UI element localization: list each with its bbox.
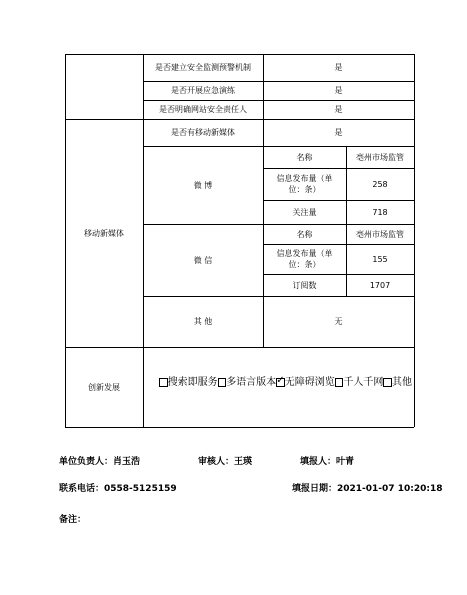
- option-label: 搜索即服务: [167, 376, 218, 388]
- table-border-bottom: [65, 427, 414, 428]
- option-checkbox[interactable]: [159, 378, 168, 387]
- mobile-media-section-label: 移动新媒体: [84, 228, 124, 238]
- wechat-subscribers-label: 订阅数: [292, 280, 317, 290]
- weibo-label: 微 博: [193, 180, 213, 190]
- weibo-followers-label: 关注量: [292, 207, 317, 217]
- option-checkbox-checked[interactable]: [276, 378, 285, 387]
- option-label: 无障碍浏览: [284, 376, 335, 388]
- wechat-label: 微 信: [193, 255, 213, 265]
- responsible-person: 单位负责人：肖玉浩: [59, 457, 141, 467]
- drill-label: 是否开展应急演练: [171, 86, 235, 95]
- weibo-posts-value: 258: [372, 179, 388, 189]
- weibo-followers-value: 718: [372, 207, 388, 217]
- monitoring-value: 是: [334, 63, 343, 72]
- option-checkbox[interactable]: [218, 378, 227, 387]
- contact-phone: 联系电话：0558-5125159: [59, 484, 177, 494]
- innovation-options: [143, 347, 414, 417]
- wechat-subscribers-value: 1707: [369, 280, 391, 290]
- has-mobile-media-value: 是: [334, 128, 343, 137]
- table-border-right: [414, 54, 415, 427]
- weibo-name-value: 亳州市场监管: [356, 152, 404, 162]
- remarks: 备注：: [59, 515, 87, 525]
- filler: 填报人：叶青: [300, 457, 355, 467]
- wechat-name-label: 名称: [296, 229, 313, 239]
- wechat-posts-value: 155: [372, 254, 388, 264]
- fill-date: 填报日期：2021-01-07 10:20:18: [292, 484, 443, 494]
- innovation-section-label: 创新发展: [88, 382, 120, 392]
- option-checkbox[interactable]: [383, 378, 392, 387]
- option-label: 多语言版本: [226, 376, 277, 388]
- drill-value: 是: [334, 86, 343, 95]
- wechat-name-value: 亳州市场监管: [356, 229, 404, 239]
- option-checkbox[interactable]: [335, 378, 344, 387]
- option-label: 千人千网: [343, 376, 384, 388]
- security-owner-label: 是否明确网站安全责任人: [159, 105, 247, 114]
- other-media-value: 无: [334, 317, 343, 326]
- reviewer: 审核人：王瑛: [198, 457, 253, 467]
- has-mobile-media-label: 是否有移动新媒体: [171, 128, 235, 137]
- security-owner-value: 是: [334, 105, 343, 114]
- other-media-label: 其 他: [193, 317, 213, 326]
- option-label: 其他: [391, 376, 412, 388]
- wechat-posts-label: 信息发布量（单位：条）: [276, 249, 333, 269]
- weibo-posts-label: 信息发布量（单位：条）: [276, 174, 333, 194]
- monitoring-label: 是否建立安全监测预警机制: [155, 63, 251, 72]
- weibo-name-label: 名称: [296, 152, 313, 162]
